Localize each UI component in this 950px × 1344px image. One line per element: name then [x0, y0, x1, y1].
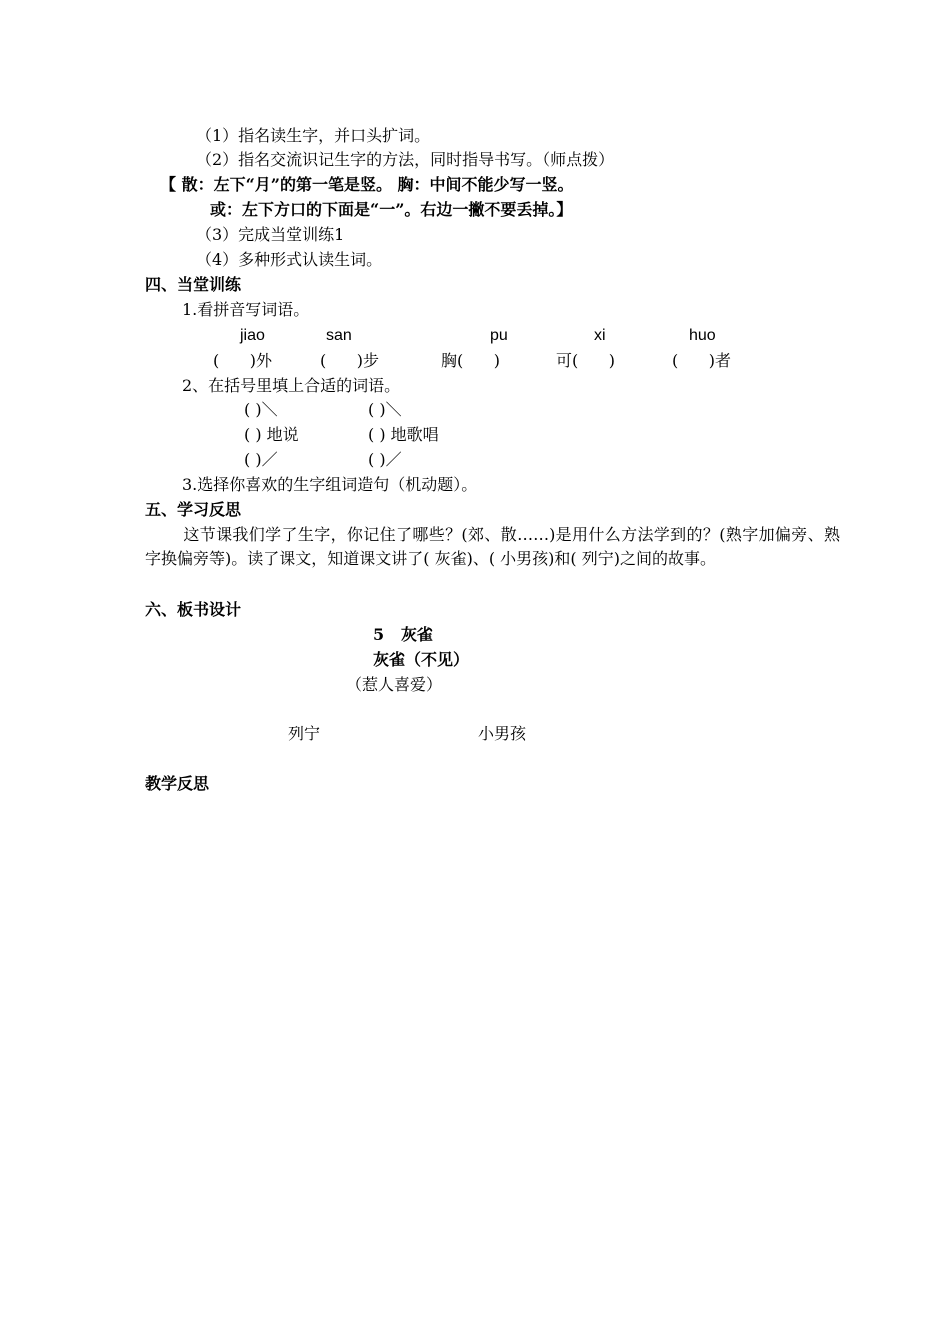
question-3: 3.选择你喜欢的生字组词造句（机动题）。 [182, 475, 478, 494]
question-2: 2、在括号里填上合适的词语。 [182, 376, 401, 395]
section-6-heading: 六、板书设计 [145, 600, 242, 619]
blank-5: ( )者 [672, 351, 732, 370]
tip-line-1: 【 散：左下“月”的第一笔是竖。 胸：中间不能少写一竖。 [160, 175, 574, 194]
section-5-heading: 五、学习反思 [145, 500, 242, 519]
q2-row1-left: ( )＼ [244, 400, 278, 419]
pinyin-5: huo [689, 327, 716, 344]
step-3: （3）完成当堂训练1 [196, 225, 345, 244]
board-right-name: 小男孩 [478, 724, 527, 743]
step-4: （4）多种形式认读生词。 [196, 250, 383, 269]
q2-row1-right: ( )＼ [368, 400, 402, 419]
q2-row2-right: ( ) 地歌唱 [368, 425, 439, 444]
tip-line-2: 或：左下方口的下面是“一”。右边一撇不要丢掉。】 [210, 200, 573, 219]
step-2: （2）指名交流识记生字的方法，同时指导书写。（师点拨） [196, 150, 615, 169]
q2-row3-left: ( )／ [244, 450, 278, 469]
question-1: 1.看拼音写词语。 [182, 300, 310, 319]
board-line-3: （惹人喜爱） [346, 675, 443, 694]
pinyin-3: pu [490, 327, 508, 344]
reflection-paragraph [145, 523, 840, 571]
step-1: （1）指名读生字，并口头扩词。 [196, 126, 431, 145]
blank-2: ( )步 [320, 351, 380, 370]
section-4-heading: 四、当堂训练 [145, 275, 242, 294]
q2-row3-right: ( )／ [368, 450, 402, 469]
q2-row2-left: ( ) 地说 [244, 425, 299, 444]
board-title: 5 灰雀 [373, 625, 433, 644]
teaching-reflection-heading: 教学反思 [145, 774, 210, 793]
board-line-2: 灰雀（不见） [373, 650, 470, 669]
blank-3: 胸( ) [441, 351, 501, 370]
blank-1: ( )外 [213, 351, 273, 370]
blank-4: 可( ) [556, 351, 616, 370]
board-left-name: 列宁 [288, 724, 321, 743]
pinyin-4: xi [594, 327, 606, 344]
pinyin-2: san [326, 327, 352, 344]
pinyin-1: jiao [240, 327, 265, 344]
reflection-text: 这节课我们学了生字，你记住了哪些？(郊、散……)是用什么方法学到的？(熟字加偏旁、熟字换偏旁等)。读了课文，知道课文讲了( 灰雀)、( 小男孩)和( 列宁)之间的故事。 [145, 525, 840, 568]
